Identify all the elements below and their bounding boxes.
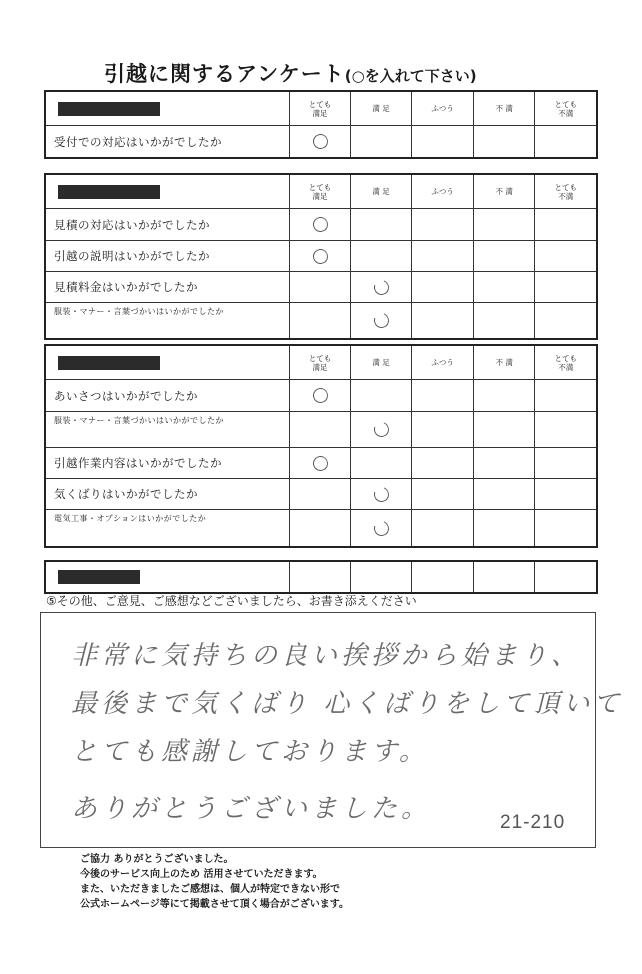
rating-cell[interactable] bbox=[534, 209, 596, 240]
question-row bbox=[46, 240, 596, 271]
rating-header-cell bbox=[350, 562, 412, 592]
section-header-row bbox=[46, 562, 596, 592]
rating-cell[interactable] bbox=[411, 126, 473, 157]
footer-line: 今後のサービス向上のため 活用させていただきます。 bbox=[80, 869, 323, 880]
rating-header-cell bbox=[289, 346, 350, 379]
rating-cell[interactable] bbox=[473, 272, 535, 302]
circle-mark bbox=[371, 277, 391, 297]
question-row bbox=[46, 302, 596, 338]
section-label bbox=[46, 92, 289, 125]
rating-cell[interactable] bbox=[534, 272, 596, 302]
rating-cell[interactable] bbox=[411, 380, 473, 411]
circle-mark bbox=[371, 420, 391, 440]
redacted-label bbox=[58, 570, 140, 584]
question-text: あいさつはいかがでしたか bbox=[54, 388, 198, 403]
rating-header-label: とても 不満 bbox=[554, 99, 577, 118]
rating-cell[interactable] bbox=[534, 448, 596, 478]
rating-cell[interactable] bbox=[411, 209, 473, 240]
handwritten-line: 最後まで気くばり 心くばりをして頂いて bbox=[71, 689, 624, 719]
rating-cell[interactable] bbox=[473, 209, 535, 240]
question-text: 引越の説明はいかがでしたか bbox=[54, 249, 210, 263]
question-text: 見積料金はいかがでしたか bbox=[54, 280, 198, 294]
rating-header-label: とても 満足 bbox=[308, 99, 332, 118]
rating-cell[interactable] bbox=[350, 303, 412, 338]
rating-header-cell bbox=[534, 175, 596, 208]
rating-cell[interactable] bbox=[534, 380, 596, 411]
rating-header-label: ふつう bbox=[431, 104, 454, 113]
rating-cell[interactable] bbox=[289, 479, 350, 509]
rating-cell[interactable] bbox=[289, 380, 350, 411]
rating-header-cell bbox=[473, 175, 535, 208]
rating-cell[interactable] bbox=[289, 448, 350, 478]
comments-label: ⑤その他、ご意見、ご感想などございましたら、お書き添えください bbox=[46, 594, 417, 608]
section-label bbox=[46, 175, 289, 208]
rating-cell[interactable] bbox=[350, 272, 412, 302]
rating-header-cell bbox=[350, 346, 412, 379]
rating-cell[interactable] bbox=[473, 448, 535, 478]
rating-cell[interactable] bbox=[534, 412, 596, 447]
redacted-label bbox=[58, 185, 160, 199]
section-header-row bbox=[46, 346, 596, 379]
survey-title-note: (○を入れて下さい) bbox=[344, 67, 477, 85]
rating-cell[interactable] bbox=[473, 241, 535, 271]
rating-header-label: とても 不満 bbox=[554, 353, 577, 372]
redacted-label bbox=[58, 356, 160, 370]
rating-cell[interactable] bbox=[350, 510, 412, 546]
rating-cell[interactable] bbox=[473, 303, 535, 338]
question-text: 見積の対応はいかがでしたか bbox=[54, 217, 210, 232]
question-row bbox=[46, 478, 596, 509]
question-text: 引越作業内容はいかがでしたか bbox=[54, 456, 222, 470]
rating-header-cell bbox=[473, 346, 535, 379]
rating-cell[interactable] bbox=[350, 448, 412, 478]
question-row bbox=[46, 447, 596, 478]
question-row bbox=[46, 411, 596, 447]
footer-line: また、いただきましたご感想は、個人が特定できない形で bbox=[80, 884, 340, 895]
rating-cell[interactable] bbox=[350, 241, 412, 271]
rating-cell[interactable] bbox=[289, 412, 350, 447]
rating-header-label: 不 満 bbox=[495, 358, 513, 367]
survey-section bbox=[44, 560, 598, 594]
rating-cell[interactable] bbox=[411, 448, 473, 478]
question-row bbox=[46, 208, 596, 240]
rating-header-cell bbox=[534, 562, 596, 592]
rating-header-label: 不 満 bbox=[495, 104, 513, 113]
circle-mark bbox=[310, 386, 330, 406]
circle-mark bbox=[310, 215, 330, 235]
form-code: 21-210 bbox=[500, 812, 566, 833]
rating-cell[interactable] bbox=[289, 272, 350, 302]
handwritten-line: 非常に気持ちの良い挨拶から始まり、 bbox=[71, 641, 582, 671]
rating-header-cell bbox=[473, 92, 535, 125]
rating-cell[interactable] bbox=[350, 126, 412, 157]
rating-cell[interactable] bbox=[411, 479, 473, 509]
rating-cell[interactable] bbox=[350, 380, 412, 411]
rating-cell[interactable] bbox=[350, 412, 412, 447]
rating-cell[interactable] bbox=[411, 241, 473, 271]
rating-cell[interactable] bbox=[411, 510, 473, 546]
rating-cell[interactable] bbox=[534, 303, 596, 338]
question-text: 気くばりはいかがでしたか bbox=[54, 487, 198, 501]
rating-header-cell bbox=[289, 92, 350, 125]
rating-cell[interactable] bbox=[534, 479, 596, 509]
rating-cell[interactable] bbox=[473, 479, 535, 509]
circle-mark bbox=[371, 518, 391, 538]
footer-line: ご協力 ありがとうございました。 bbox=[80, 854, 234, 865]
question-text: 服装・マナー・言葉づかいはいかがでしたか bbox=[54, 416, 224, 425]
rating-cell[interactable] bbox=[289, 126, 350, 157]
question-row bbox=[46, 509, 596, 546]
question-text: 服装・マナー・言葉づかいはいかがでしたか bbox=[54, 307, 224, 316]
handwritten-line: とても感謝しております。 bbox=[71, 737, 429, 767]
rating-header-cell bbox=[289, 175, 350, 208]
circle-mark bbox=[310, 132, 330, 152]
rating-cell[interactable] bbox=[289, 303, 350, 338]
question-row bbox=[46, 379, 596, 411]
survey-title-main: 引越に関するアンケート bbox=[104, 62, 345, 86]
rating-header-label: とても 満足 bbox=[308, 353, 332, 372]
rating-header-label: 満 足 bbox=[372, 104, 390, 113]
rating-header-cell bbox=[411, 346, 473, 379]
circle-mark bbox=[310, 453, 330, 473]
rating-header-label: 満 足 bbox=[372, 358, 390, 367]
rating-header-label: 満 足 bbox=[372, 187, 390, 196]
footer-note bbox=[80, 852, 349, 912]
circle-mark bbox=[371, 484, 391, 504]
rating-cell[interactable] bbox=[411, 272, 473, 302]
survey-section bbox=[44, 173, 598, 340]
rating-cell[interactable] bbox=[534, 126, 596, 157]
rating-cell[interactable] bbox=[534, 510, 596, 546]
circle-mark bbox=[310, 246, 330, 266]
question-row bbox=[46, 125, 596, 157]
rating-header-cell bbox=[411, 562, 473, 592]
circle-mark bbox=[371, 311, 391, 331]
rating-cell[interactable] bbox=[473, 412, 535, 447]
rating-cell[interactable] bbox=[473, 380, 535, 411]
rating-header-cell bbox=[350, 92, 412, 125]
rating-cell[interactable] bbox=[534, 241, 596, 271]
section-header-row bbox=[46, 92, 596, 125]
rating-cell[interactable] bbox=[350, 209, 412, 240]
survey-title bbox=[104, 58, 564, 88]
section-label bbox=[46, 562, 289, 592]
rating-cell[interactable] bbox=[411, 303, 473, 338]
question-text: 受付での対応はいかがでしたか bbox=[54, 134, 222, 149]
rating-cell[interactable] bbox=[473, 126, 535, 157]
rating-header-label: とても 不満 bbox=[554, 182, 577, 201]
survey-section bbox=[44, 344, 598, 548]
rating-header-cell bbox=[411, 175, 473, 208]
section-header-row bbox=[46, 175, 596, 208]
rating-header-label: ふつう bbox=[431, 358, 454, 367]
redacted-label bbox=[58, 102, 160, 116]
survey-section bbox=[44, 90, 598, 159]
rating-header-cell bbox=[534, 92, 596, 125]
rating-cell[interactable] bbox=[289, 241, 350, 271]
rating-cell[interactable] bbox=[350, 479, 412, 509]
rating-cell[interactable] bbox=[473, 510, 535, 546]
rating-cell[interactable] bbox=[289, 209, 350, 240]
rating-header-label: とても 満足 bbox=[308, 182, 332, 201]
handwritten-line: ありがとうございました。 bbox=[71, 794, 432, 824]
rating-header-cell bbox=[534, 346, 596, 379]
rating-header-cell bbox=[289, 562, 350, 592]
section-label bbox=[46, 346, 289, 379]
rating-header-cell bbox=[350, 175, 412, 208]
rating-header-cell bbox=[473, 562, 535, 592]
rating-header-cell bbox=[411, 92, 473, 125]
rating-cell[interactable] bbox=[289, 510, 350, 546]
footer-line: 公式ホームページ等にて掲載させて頂く場合がございます。 bbox=[80, 899, 349, 910]
rating-cell[interactable] bbox=[411, 412, 473, 447]
question-text: 電気工事・オプションはいかがでしたか bbox=[54, 514, 207, 523]
rating-header-label: 不 満 bbox=[495, 187, 513, 196]
rating-header-label: ふつう bbox=[431, 187, 454, 196]
question-row bbox=[46, 271, 596, 302]
